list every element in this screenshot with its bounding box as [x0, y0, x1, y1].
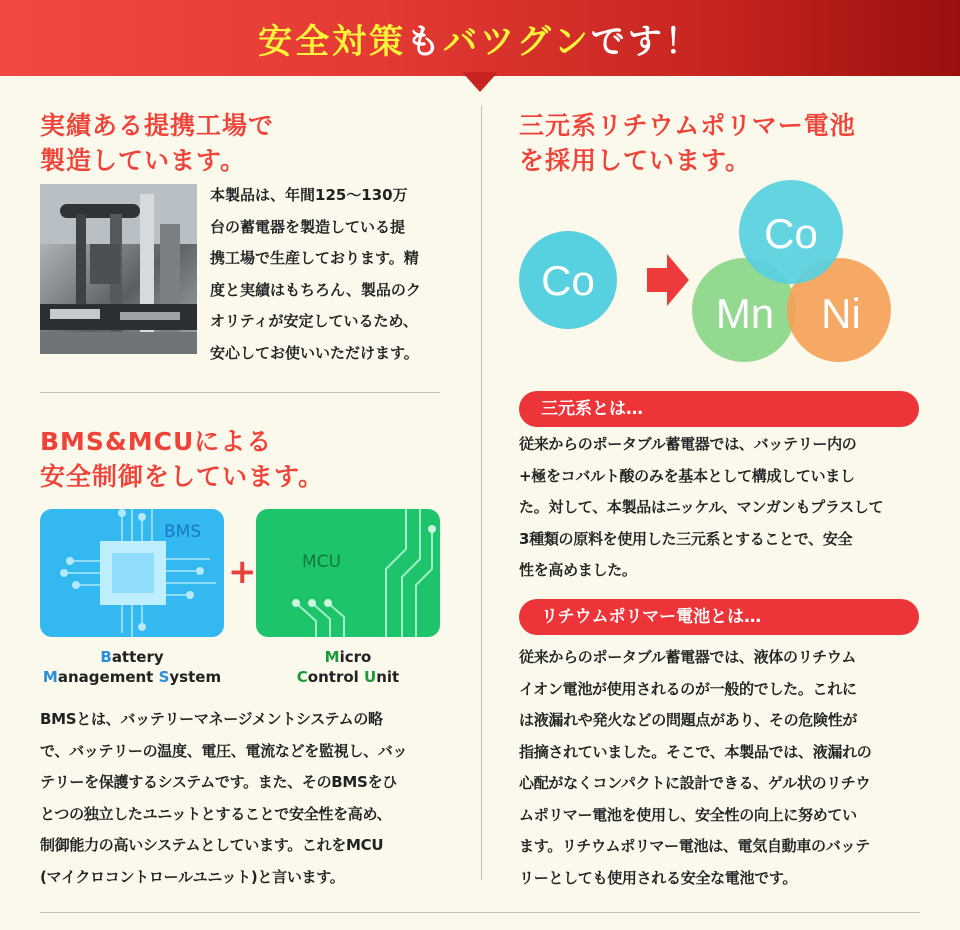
mcu-chip-label: MCU: [302, 552, 341, 572]
ternary-definition-pill: 三元系とは…: [519, 391, 919, 427]
co-top-label: Co: [764, 210, 818, 257]
ni-label: Ni: [821, 290, 861, 337]
factory-description: 本製品は、年間125〜130万 台の蓄電器を製造している提 携工場で生産しております。精 度と実績はもちろん、製品のク オリティが安定しているため、 安心してお使いいただけます。: [210, 186, 421, 362]
mcu-circuit-graphic: [256, 509, 440, 637]
ternary-diagram: [519, 180, 919, 380]
bms-heading: BMS&MCUによる 安全制御をしています。: [40, 427, 325, 491]
bms-description: BMSとは、バッテリーマネージメントシステムの略 で、バッテリーの温度、電圧、電流などを監視し、バッ テリーを保護するシステムです。また、そのBMSをひ とつの独立したユニットとすることで安全性を高め、 制御能力の高いシステムとしています。これをMCU (マイクロコントロールユニット)と言います。: [40, 710, 408, 886]
bms-chip-label: BMS: [164, 522, 202, 542]
factory-photo: [40, 184, 197, 354]
arrow-icon: [647, 254, 689, 306]
bottom-divider: [40, 912, 920, 913]
banner-pointer: [462, 72, 498, 92]
factory-heading: 実績ある提携工場で 製造しています。: [40, 111, 275, 175]
plus-icon: +: [228, 552, 257, 592]
lithium-polymer-description: 従来からのポータブル蓄電器では、液体のリチウム イオン電池が使用されるのが一般的でした。これに は液漏れや発火などの問題点があり、その危険性が 指摘されていました。そこで、本製品では、液漏れの 心配がなくコンパクトに設計できる、ゲル状のリチウ ムポリマー電池を使用し、安全性の向上に努めてい ます。リチウムポリマー電池は、電気自動車のバッテ リーとしても使用される安全な電池です。: [519, 648, 872, 887]
mcu-caption: Micro Control Unit: [296, 648, 400, 686]
section-divider: [40, 392, 440, 393]
lithium-polymer-pill: リチウムポリマー電池とは…: [519, 599, 919, 635]
mn-label: Mn: [715, 290, 775, 337]
co-single-label: Co: [541, 257, 595, 304]
banner-title: 安全対策もバツグンです！: [258, 22, 702, 62]
ternary-heading: 三元系リチウムポリマー電池 を採用しています。: [519, 111, 856, 175]
ternary-description: 従来からのポータブル蓄電器では、バッテリー内の +極をコバルト酸のみを基本として構成していまし た。対して、本製品はニッケル、マンガンもプラスして 3種類の原料を使用した三元系とすることで、安全 性を高めました。: [519, 435, 884, 579]
bms-caption: Battery Management System: [42, 648, 222, 686]
mcu-chip-card: [256, 509, 440, 637]
bms-chip-card: [40, 509, 224, 637]
column-divider: [481, 106, 482, 880]
